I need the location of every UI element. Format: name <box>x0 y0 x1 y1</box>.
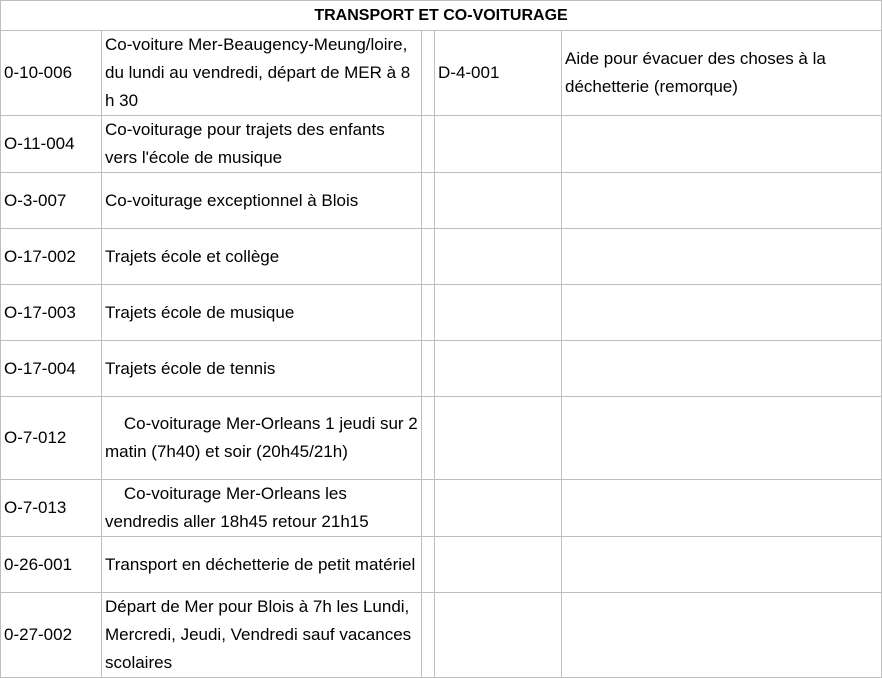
empty-cell <box>562 229 882 285</box>
spacer-cell <box>422 285 435 341</box>
offer-code: O-3-007 <box>1 173 102 229</box>
spacer-cell <box>422 116 435 173</box>
empty-cell <box>435 229 562 285</box>
offer-description: Co-voiturage Mer-Orleans les vendredis aller 18h45 retour 21h15 <box>102 480 422 537</box>
offer-code: O-11-004 <box>1 116 102 173</box>
table-row <box>1 593 882 678</box>
table-row <box>1 229 882 285</box>
spacer-cell <box>422 593 435 678</box>
empty-cell <box>562 537 882 593</box>
spacer-cell <box>422 397 435 480</box>
offer-description: Co-voiturage exceptionnel à Blois <box>102 173 422 229</box>
spacer-cell <box>422 341 435 397</box>
spacer-cell <box>422 173 435 229</box>
table-row <box>1 537 882 593</box>
table-row <box>1 397 882 480</box>
empty-cell <box>562 480 882 537</box>
spacer-cell <box>422 480 435 537</box>
table-row <box>1 341 882 397</box>
empty-cell <box>435 341 562 397</box>
offer-description: Co-voiture Mer-Beaugency-Meung/loire, du lundi au vendredi, départ de MER à 8 h 30 <box>102 31 422 116</box>
empty-cell <box>435 173 562 229</box>
empty-cell <box>562 285 882 341</box>
offer-code: O-17-002 <box>1 229 102 285</box>
offer-code: 0-10-006 <box>1 31 102 116</box>
empty-cell <box>435 593 562 678</box>
empty-cell <box>435 285 562 341</box>
spacer-cell <box>422 537 435 593</box>
empty-cell <box>562 397 882 480</box>
offer-description: Trajets école et collège <box>102 229 422 285</box>
table-row <box>1 116 882 173</box>
empty-cell <box>562 341 882 397</box>
empty-cell <box>562 173 882 229</box>
table-row <box>1 31 882 116</box>
empty-cell <box>562 116 882 173</box>
spacer-cell <box>422 229 435 285</box>
demand-code: D-4-001 <box>435 31 562 116</box>
table-row <box>1 173 882 229</box>
empty-cell <box>435 397 562 480</box>
title-row <box>1 1 882 31</box>
offer-code: O-17-004 <box>1 341 102 397</box>
empty-cell <box>435 480 562 537</box>
table-row <box>1 480 882 537</box>
table-title: TRANSPORT ET CO-VOITURAGE <box>1 1 882 31</box>
offer-code: 0-26-001 <box>1 537 102 593</box>
empty-cell <box>435 116 562 173</box>
offer-description: Co-voiturage Mer-Orleans 1 jeudi sur 2 matin (7h40) et soir (20h45/21h) <box>102 397 422 480</box>
demand-description: Aide pour évacuer des choses à la déchetterie (remorque) <box>562 31 882 116</box>
offer-code: O-7-013 <box>1 480 102 537</box>
offer-code: 0-27-002 <box>1 593 102 678</box>
offer-description: Co-voiturage pour trajets des enfants vers l'école de musique <box>102 116 422 173</box>
empty-cell <box>562 593 882 678</box>
empty-cell <box>435 537 562 593</box>
offer-description: Départ de Mer pour Blois à 7h les Lundi, Mercredi, Jeudi, Vendredi sauf vacances scolaires <box>102 593 422 678</box>
offer-code: O-17-003 <box>1 285 102 341</box>
offer-description: Trajets école de musique <box>102 285 422 341</box>
offer-code: O-7-012 <box>1 397 102 480</box>
offer-description: Transport en déchetterie de petit matériel <box>102 537 422 593</box>
table-row <box>1 285 882 341</box>
spacer-cell <box>422 31 435 116</box>
offer-description: Trajets école de tennis <box>102 341 422 397</box>
